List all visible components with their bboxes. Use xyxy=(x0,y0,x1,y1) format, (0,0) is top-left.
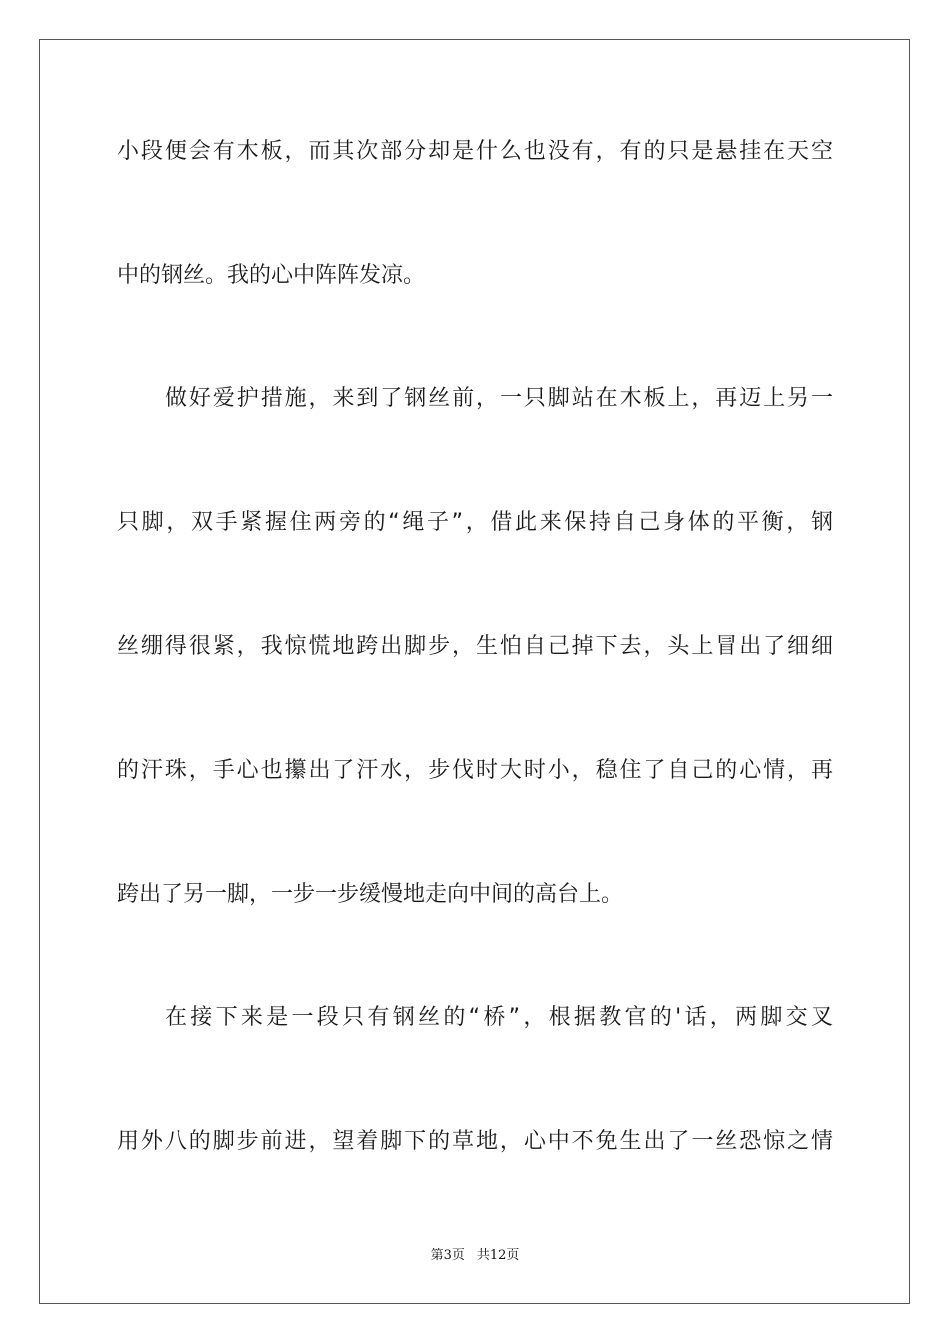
text-line-2: 中的钢丝。我的心中阵阵发凉。 xyxy=(117,263,426,288)
page-number: 第3页 xyxy=(430,1248,465,1263)
text-line-7: 跨出了另一脚，一步一步缓慢地走向中间的高台上。 xyxy=(117,882,624,907)
text-line-3: 做好爱护措施，来到了钢丝前，一只脚站在木板上，再迈上另一 xyxy=(165,386,833,411)
text-line-9: 用外八的脚步前进，望着脚下的草地，心中不免生出了一丝恐惊之情 xyxy=(117,1129,833,1154)
page-footer xyxy=(0,1247,950,1265)
text-line-1: 小段便会有木板，而其次部分却是什么也没有，有的只是悬挂在天空 xyxy=(117,139,833,164)
text-line-4: 只脚，双手紧握住两旁的“绳子”，借此来保持自己身体的平衡，钢 xyxy=(117,510,833,535)
page-border xyxy=(39,39,910,1304)
page-total: 共12页 xyxy=(476,1248,520,1263)
text-line-8: 在接下来是一段只有钢丝的“桥”，根据教官的'话，两脚交叉 xyxy=(165,1005,833,1030)
text-line-6: 的汗珠，手心也攥出了汗水，步伐时大时小，稳住了自己的心情，再 xyxy=(117,758,833,783)
text-line-5: 丝绷得很紧，我惊慌地跨出脚步，生怕自己掉下去，头上冒出了细细 xyxy=(117,634,833,659)
